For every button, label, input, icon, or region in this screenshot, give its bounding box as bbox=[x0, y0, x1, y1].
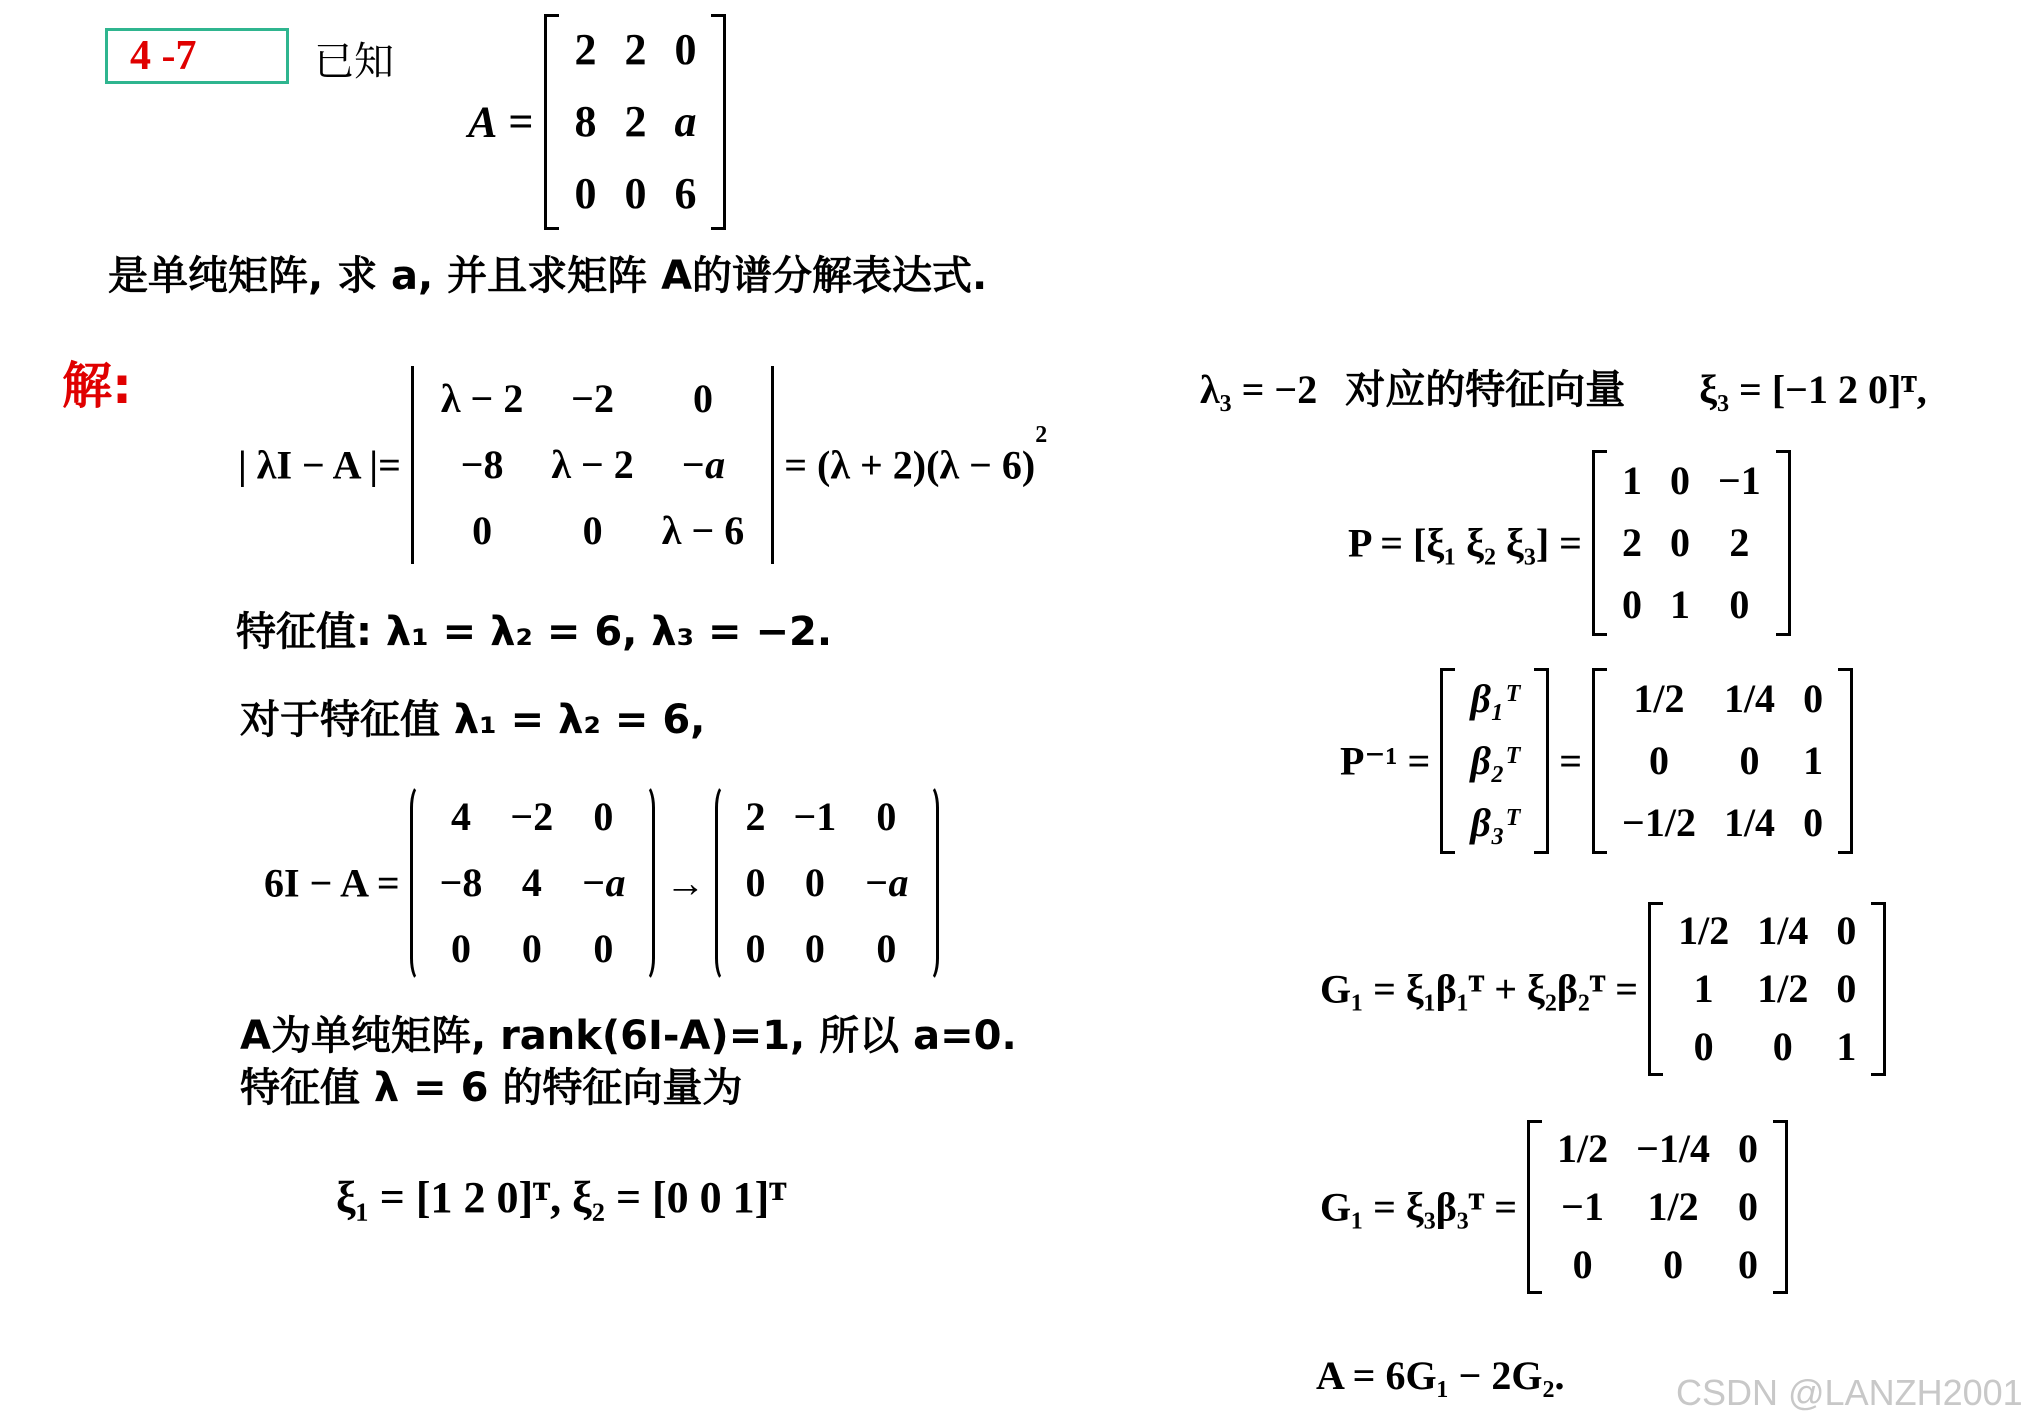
known-label: 已知 bbox=[314, 39, 394, 85]
matrix-a-block: A = 2 2 0 8 2 a 0 0 6 bbox=[468, 14, 726, 230]
G2-block bbox=[1320, 1120, 1788, 1294]
matrix-cell: 1/2 bbox=[1678, 908, 1730, 953]
P-matrix bbox=[1592, 450, 1791, 636]
for-eigenvalue-line: 对于特征值 λ₁ = λ₂ = 6, bbox=[240, 697, 706, 743]
Pinv-lhs: P⁻¹ = bbox=[1340, 738, 1431, 784]
charpoly-determinant bbox=[411, 366, 774, 564]
matrix-cell: 0 bbox=[624, 169, 647, 218]
matrix-cell: −1 bbox=[1561, 1184, 1604, 1229]
G2-lhs: G₁ = ξ₃β₃ᵀ = bbox=[1320, 1184, 1517, 1230]
matrix-cell: 1 bbox=[1803, 738, 1824, 783]
P-lhs: P = [ξ₁ ξ₂ ξ₃] = bbox=[1348, 520, 1582, 566]
matrix-cell: −1 bbox=[793, 794, 837, 839]
xi3-vector: ξ₃ = [−1 2 0]ᵀ, bbox=[1699, 367, 1927, 412]
matrix-cell: 4 bbox=[451, 794, 472, 839]
matrix-cell: 0 bbox=[1803, 676, 1824, 721]
matrix-cell: 0 bbox=[804, 926, 825, 971]
matrix-cell: 1 bbox=[1693, 966, 1714, 1011]
Pinv-matrix bbox=[1592, 668, 1853, 854]
xi3-text: 对应的特征向量 bbox=[1345, 367, 1626, 413]
matrix-cell: 1 bbox=[1669, 582, 1690, 627]
matrix-cell: −a bbox=[864, 860, 909, 905]
beta-cell: β₁ᵀ bbox=[1470, 676, 1520, 721]
matrix-cell: 0 bbox=[582, 508, 603, 553]
P-block bbox=[1348, 450, 1791, 636]
matrix-cell: 0 bbox=[1738, 1126, 1759, 1171]
matrix-cell: 0 bbox=[1693, 1024, 1714, 1069]
matrix-cell: 0 bbox=[1836, 966, 1857, 1011]
beta-column bbox=[1440, 668, 1549, 854]
beta-cell: β₂ᵀ bbox=[1470, 738, 1520, 783]
eigenvalues-line: 特征值: λ₁ = λ₂ = 6, λ₃ = −2. bbox=[236, 609, 833, 655]
matrix-cell: 0 bbox=[745, 860, 766, 905]
matrix-cell: 0 bbox=[876, 926, 897, 971]
matrix-cell: 0 bbox=[1729, 582, 1750, 627]
sixI-lhs: 6I − A = bbox=[264, 860, 400, 906]
matrix-cell: 0 bbox=[521, 926, 542, 971]
sixI-left-matrix bbox=[410, 784, 656, 982]
matrix-cell: −a bbox=[680, 442, 726, 487]
matrix-cell: 1/4 bbox=[1757, 908, 1809, 953]
beta-cell: β₃ᵀ bbox=[1470, 800, 1520, 845]
matrix-cell: −2 bbox=[510, 794, 554, 839]
G1-block bbox=[1320, 902, 1886, 1076]
matrix-cell: 0 bbox=[1738, 1184, 1759, 1229]
watermark: CSDN @LANZH2001 bbox=[1676, 1372, 2023, 1413]
problem-number: 4 -7 bbox=[130, 33, 197, 79]
matrix-cell: 0 bbox=[574, 169, 597, 218]
matrix-cell: 1/4 bbox=[1723, 800, 1776, 845]
matrix-cell: 1/2 bbox=[1557, 1126, 1609, 1171]
matrix-cell: 1/2 bbox=[1633, 676, 1685, 721]
matrix-cell: 0 bbox=[1648, 738, 1669, 783]
matrix-cell: 0 bbox=[1669, 458, 1690, 503]
charpoly-rhs: = (λ + 2)(λ − 6) bbox=[784, 442, 1036, 488]
charpoly-block bbox=[238, 366, 1047, 564]
matrix-cell: 2 bbox=[574, 25, 597, 74]
G1-lhs: G₁ = ξ₁β₁ᵀ + ξ₂β₂ᵀ = bbox=[1320, 966, 1639, 1012]
matrix-cell: 0 bbox=[1836, 908, 1857, 953]
matrix-cell: −8 bbox=[460, 442, 504, 487]
matrix-cell: 0 bbox=[674, 25, 697, 74]
rank-line: A为单纯矩阵, rank(6I-A)=1, 所以 a=0. bbox=[240, 1013, 1017, 1059]
Pinv-block bbox=[1340, 668, 1853, 854]
matrix-cell: 8 bbox=[574, 97, 597, 146]
solution-label: 解: bbox=[62, 357, 132, 415]
matrix-cell: 0 bbox=[1572, 1242, 1593, 1287]
final-expression: A = 6G₁ − 2G₂. bbox=[1316, 1353, 1565, 1398]
matrix-cell: −a bbox=[581, 860, 626, 905]
matrix-cell: 0 bbox=[876, 794, 897, 839]
matrix-cell: 0 bbox=[472, 508, 493, 553]
charpoly-exponent: 2 bbox=[1035, 422, 1048, 449]
matrix-cell: 0 bbox=[593, 926, 614, 971]
matrix-cell: 0 bbox=[451, 926, 472, 971]
reduction-arrow: → bbox=[665, 860, 706, 906]
matrix-cell: 2 bbox=[1621, 520, 1642, 565]
xi3-line bbox=[1200, 358, 1927, 415]
question-text: 是单纯矩阵, 求 a, 并且求矩阵 A的谱分解表达式. bbox=[108, 253, 988, 299]
matrix-a-label: A bbox=[468, 97, 498, 147]
matrix-cell: −2 bbox=[571, 376, 614, 421]
matrix-cell: 2 bbox=[624, 25, 647, 74]
matrix-cell: λ − 6 bbox=[661, 508, 745, 553]
eigvec-intro-line: 特征值 λ = 6 的特征向量为 bbox=[240, 1065, 743, 1111]
matrix-cell: 1 bbox=[1621, 458, 1642, 503]
matrix-cell: 0 bbox=[593, 794, 614, 839]
matrix-cell: 0 bbox=[804, 860, 825, 905]
matrix-cell: −1/2 bbox=[1622, 800, 1696, 845]
sixI-block bbox=[264, 784, 939, 982]
matrix-cell: 1/2 bbox=[1647, 1184, 1699, 1229]
matrix-cell: 0 bbox=[1772, 1024, 1793, 1069]
xi12-line: ξ₁ = [1 2 0]ᵀ, ξ₂ = [0 0 1]ᵀ bbox=[336, 1173, 787, 1222]
matrix-cell: a bbox=[674, 97, 697, 146]
matrix-cell: 6 bbox=[674, 169, 697, 218]
charpoly-lhs: | λI − A |= bbox=[238, 442, 401, 488]
matrix-cell: 1 bbox=[1836, 1024, 1857, 1069]
matrix-cell: λ − 2 bbox=[551, 442, 634, 487]
matrix-cell: −8 bbox=[439, 860, 483, 905]
matrix-cell: 2 bbox=[745, 794, 766, 839]
sixI-right-matrix bbox=[715, 784, 938, 982]
Pinv-equals: = bbox=[1559, 738, 1583, 784]
matrix-cell: 1/4 bbox=[1723, 676, 1776, 721]
matrix-cell: 4 bbox=[521, 860, 542, 905]
matrix-cell: 0 bbox=[745, 926, 766, 971]
matrix-cell: 2 bbox=[1729, 520, 1750, 565]
matrix-a bbox=[544, 14, 726, 230]
G2-matrix bbox=[1527, 1120, 1788, 1294]
matrix-cell: −1/4 bbox=[1636, 1126, 1711, 1171]
G1-matrix bbox=[1648, 902, 1886, 1076]
matrix-cell: 0 bbox=[1738, 1242, 1759, 1287]
matrix-cell: 1/2 bbox=[1757, 966, 1809, 1011]
matrix-cell: 0 bbox=[1669, 520, 1690, 565]
matrix-cell: 0 bbox=[1803, 800, 1824, 845]
matrix-cell: 2 bbox=[624, 97, 647, 146]
matrix-cell: 0 bbox=[1739, 738, 1760, 783]
matrix-cell: λ − 2 bbox=[440, 376, 524, 421]
matrix-cell: 0 bbox=[1663, 1242, 1684, 1287]
matrix-cell: −1 bbox=[1717, 458, 1761, 503]
matrix-cell: 0 bbox=[1621, 582, 1642, 627]
lambda3-label: λ₃ = −2 bbox=[1200, 367, 1318, 412]
problem-number-box bbox=[105, 28, 289, 84]
matrix-cell: 0 bbox=[693, 376, 714, 421]
